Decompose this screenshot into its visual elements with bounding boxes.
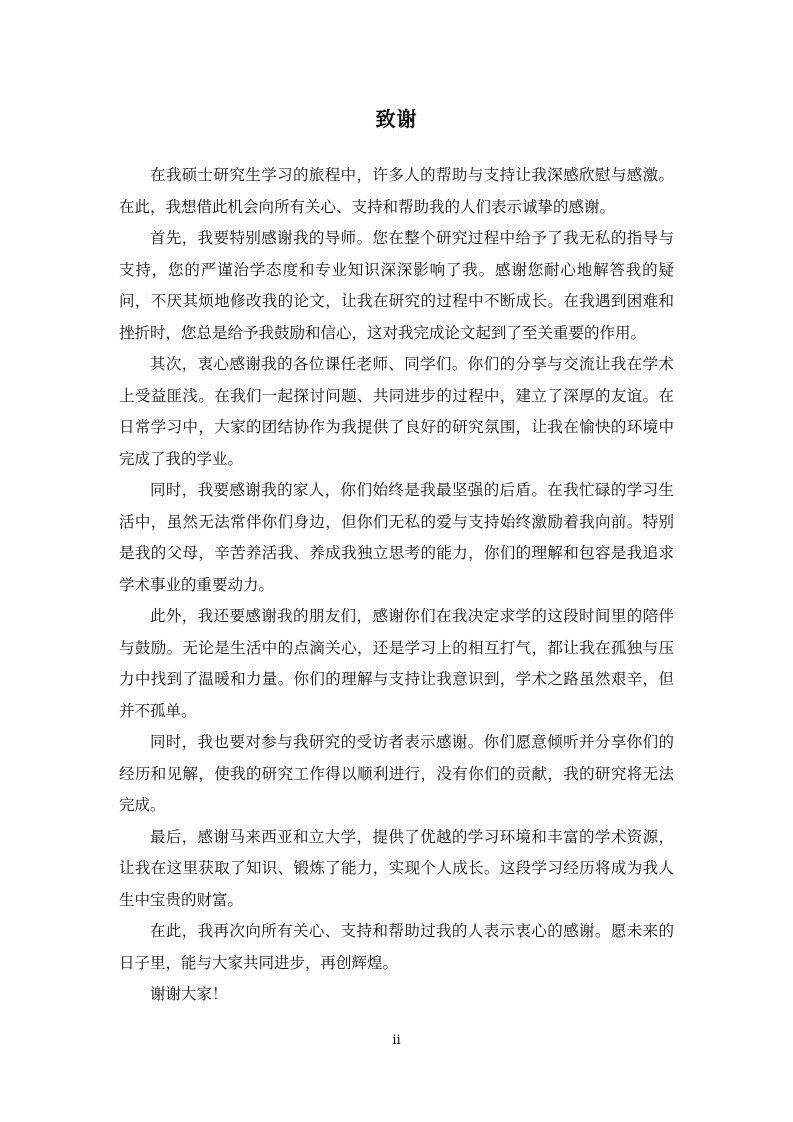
- paragraph-1: 在我硕士研究生学习的旅程中，许多人的帮助与支持让我深感欣慰与感激。在此，我想借此机会向所有关心、支持和帮助我的人们表示诚挚的感谢。: [119, 166, 674, 216]
- page-title: 致谢: [375, 107, 418, 131]
- page-number: ii: [392, 1033, 401, 1048]
- paragraph-9: 谢谢大家！: [150, 985, 228, 1003]
- paragraph-4: 同时，我要感谢我的家人，你们始终是我最坚强的后盾。在我忙碌的学习生活中，虽然无法常伴你们身边，但你们无私的爱与支持始终激励着我向前。特别是我的父母，辛苦养活我、养成我独立思考的能力，你们的理解和包容是我追求学术事业的重要动力。: [119, 481, 674, 594]
- acknowledgement-body: [119, 160, 674, 1011]
- paragraph-8: 在此，我再次向所有关心、支持和帮助过我的人表示衷心的感谢。愿未来的日子里，能与大家共同进步，再创辉煌。: [119, 922, 674, 972]
- paragraph-2: 首先，我要特别感谢我的导师。您在整个研究过程中给予了我无私的指导与支持，您的严谨治学态度和专业知识深深影响了我。感谢您耐心地解答我的疑问，不厌其烦地修改我的论文，让我在研究的过程中不断成长。在我遇到困难和挫折时，您总是给予我鼓励和信心，这对我完成论文起到了至关重要的作用。: [119, 229, 674, 342]
- paragraph-6: 同时，我也要对参与我研究的受访者表示感谢。你们愿意倾听并分享你们的经历和见解，使我的研究工作得以顺利进行，没有你们的贡献，我的研究将无法完成。: [119, 733, 674, 814]
- paragraph-5: 此外，我还要感谢我的朋友们，感谢你们在我决定求学的这段时间里的陪伴与鼓励。无论是生活中的点滴关心，还是学习上的相互打气，都让我在孤独与压力中找到了温暖和力量。你们的理解与支持让我意识到，学术之路虽然艰辛，但并不孤单。: [119, 607, 674, 720]
- paragraph-3: 其次，衷心感谢我的各位课任老师、同学们。你们的分享与交流让我在学术上受益匪浅。在我们一起探讨问题、共同进步的过程中，建立了深厚的友谊。在日常学习中，大家的团结协作为我提供了良好的研究氛围，让我在愉快的环境中完成了我的学业。: [119, 355, 674, 468]
- paragraph-7: 最后，感谢马来西亚和立大学，提供了优越的学习环境和丰富的学术资源，让我在这里获取了知识、锻炼了能力，实现个人成长。这段学习经历将成为我人生中宝贵的财富。: [119, 827, 674, 909]
